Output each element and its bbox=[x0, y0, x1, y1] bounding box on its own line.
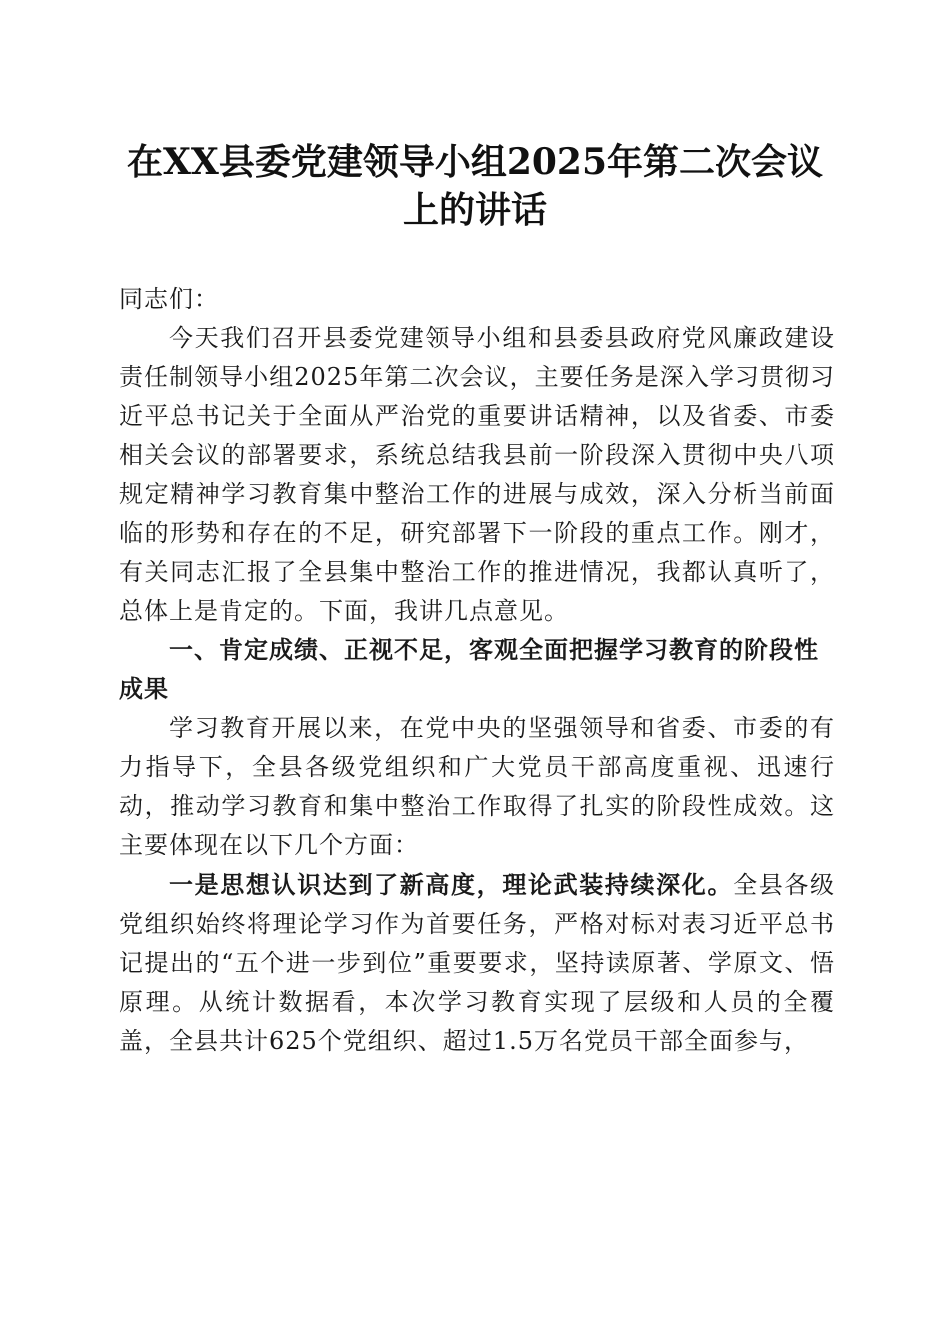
point-one-lead: 一是思想认识达到了新高度，理论武装持续深化。 bbox=[169, 870, 734, 899]
salutation: 同志们： bbox=[119, 285, 219, 313]
document-body bbox=[119, 280, 835, 1061]
point-one-body: 全县各级党组织始终将理论学习作为首要任务，严格对标对表习近平总书记提出的“五个进一步到位”重要要求，坚持读原著、学原文、悟原理。从统计数据看，本次学习教育实现了层级和人员的全覆盖，全县共计625个党组织、超过1.5万名党员干部全面参与， bbox=[119, 871, 836, 1055]
document-title bbox=[100, 138, 850, 234]
paragraph-point-one bbox=[119, 865, 835, 1061]
title-line-2: 上的讲话 bbox=[402, 189, 547, 231]
paragraph-opening: 今天我们召开县委党建领导小组和县委县政府党风廉政建设责任制领导小组2025年第二次会议，主要任务是深入学习贯彻习近平总书记关于全面从严治党的重要讲话精神，以及省委、市委相关会议的部署要求，系统总结我县前一阶段深入贯彻中央八项规定精神学习教育集中整治工作的进展与成效，深入分析当前面临的形势和存在的不足，研究部署下一阶段的重点工作。刚才，有关同志汇报了全县集中整治工作的推进情况，我都认真听了，总体上是肯定的。下面，我讲几点意见。 bbox=[119, 324, 835, 625]
section-heading-1: 一、肯定成绩、正视不足，客观全面把握学习教育的阶段性成果 bbox=[119, 636, 819, 703]
title-line-1: 在XX县委党建领导小组2025年第二次会议 bbox=[126, 141, 824, 183]
paragraph-achievements-intro: 学习教育开展以来，在党中央的坚强领导和省委、市委的有力指导下，全县各级党组织和广大党员干部高度重视、迅速行动，推动学习教育和集中整治工作取得了扎实的阶段性成效。这主要体现在以下几个方面： bbox=[119, 714, 835, 859]
